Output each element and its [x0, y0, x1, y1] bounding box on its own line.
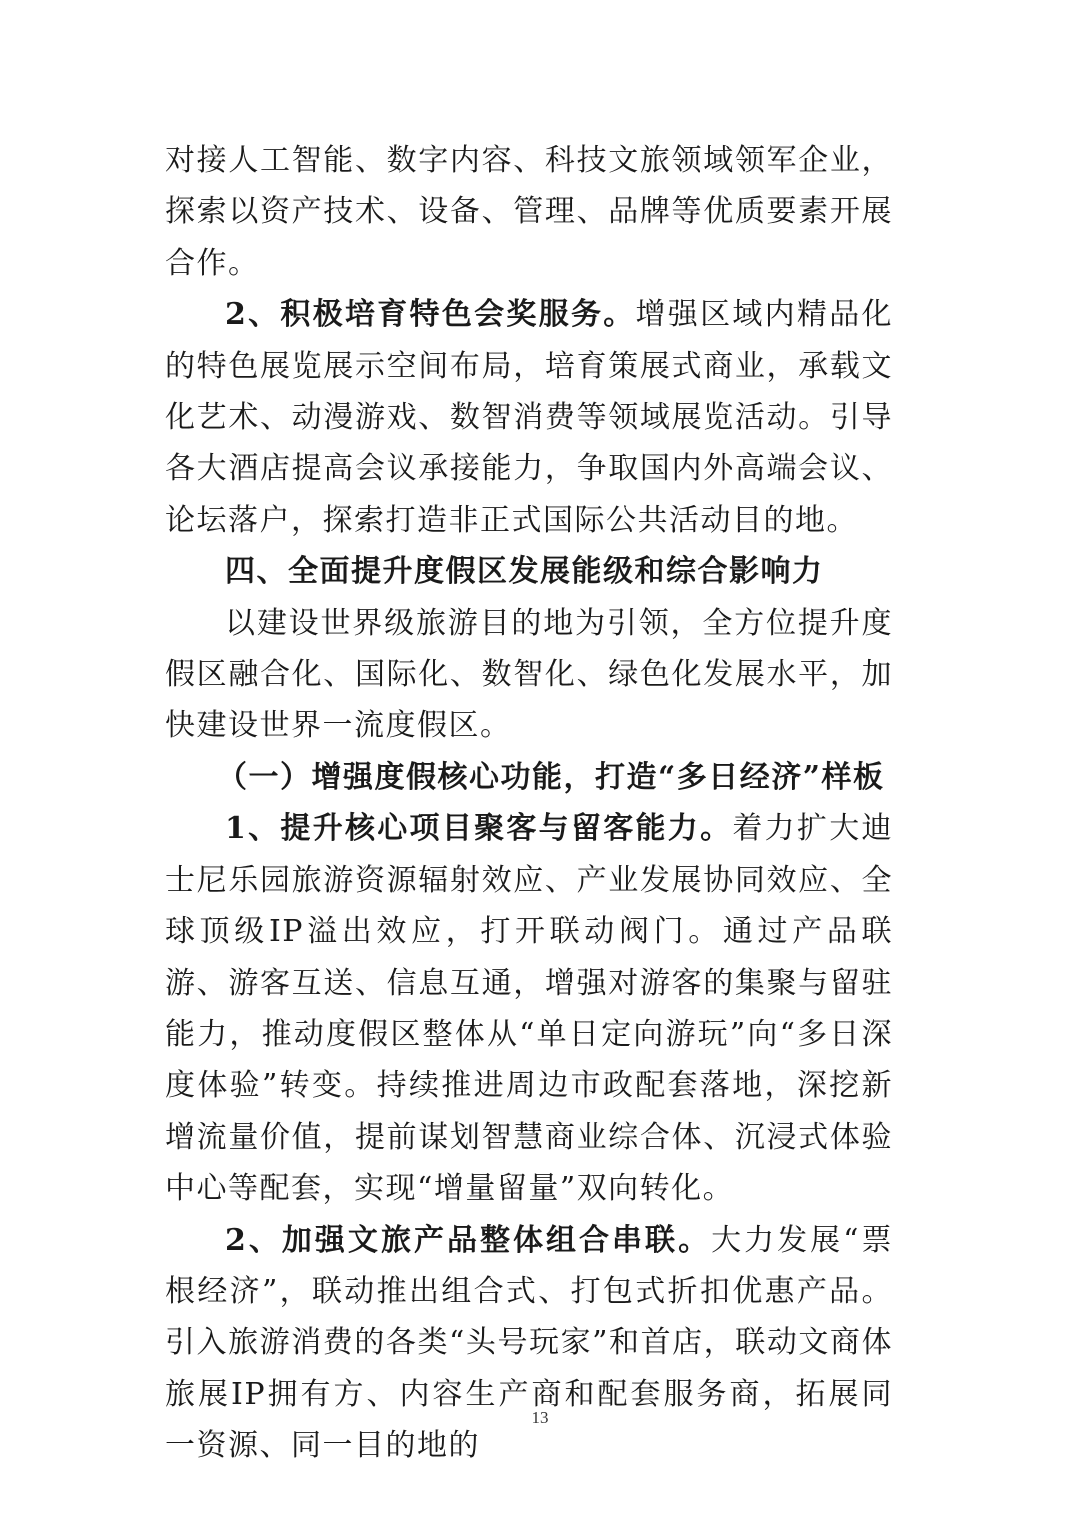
- paragraph-text: 对接人工智能、数字内容、科技文旅领域领军企业，探索以资产技术、设备、管理、品牌等优质要素开展合作。: [165, 143, 893, 281]
- paragraph-lead: 2、加强文旅产品整体组合串联。: [225, 1222, 712, 1258]
- paragraph-text: 着力扩大迪士尼乐园旅游资源辐射效应、产业发展协同效应、全球顶级IP溢出效应，打开联动阀门。通过产品联游、游客互送、信息互通，增强对游客的集聚与留驻能力，推动度假区整体从“单日定向游玩”向“多日深度体验”转变。持续推进周边市政配套落地，深挖新增流量价值，提前谋划智慧商业综合体、沉浸式体验中心等配套，实现“增量留量”双向转化。: [165, 811, 893, 1207]
- subsection-heading: （一）增强度假核心功能，打造“多日经济”样板: [217, 759, 885, 795]
- page-number: 13: [531, 1408, 549, 1427]
- section-heading: 四、全面提升度假区发展能级和综合影响力: [225, 554, 824, 590]
- paragraph-lead: 2、积极培育特色会奖服务。: [225, 297, 636, 333]
- document-body: [165, 135, 893, 1472]
- paragraph-core-projects: [165, 803, 893, 1214]
- paragraph-continuation: [165, 135, 893, 289]
- paragraph-section-intro: [165, 598, 893, 752]
- paragraph-lead: 1、提升核心项目聚客与留客能力。: [225, 811, 733, 847]
- paragraph-product-combination: [165, 1215, 893, 1472]
- paragraph-text: 增强区域内精品化的特色展览展示空间布局，培育策展式商业，承载文化艺术、动漫游戏、数智消费等领域展览活动。引导各大酒店提高会议承接能力，争取国内外高端会议、论坛落户，探索打造非正式国际公共活动目的地。: [165, 297, 893, 538]
- paragraph-text: 以建设世界级旅游目的地为引领，全方位提升度假区融合化、国际化、数智化、绿色化发展水平，加快建设世界一流度假区。: [165, 605, 893, 744]
- paragraph-meetings-services: [165, 289, 893, 546]
- paragraph-text: 大力发展“票根经济”，联动推出组合式、打包式折扣优惠产品。引入旅游消费的各类“头号玩家”和首店，联动文商体旅展IP拥有方、内容生产商和配套服务商，拓展同一资源、同一目的地的: [165, 1222, 894, 1464]
